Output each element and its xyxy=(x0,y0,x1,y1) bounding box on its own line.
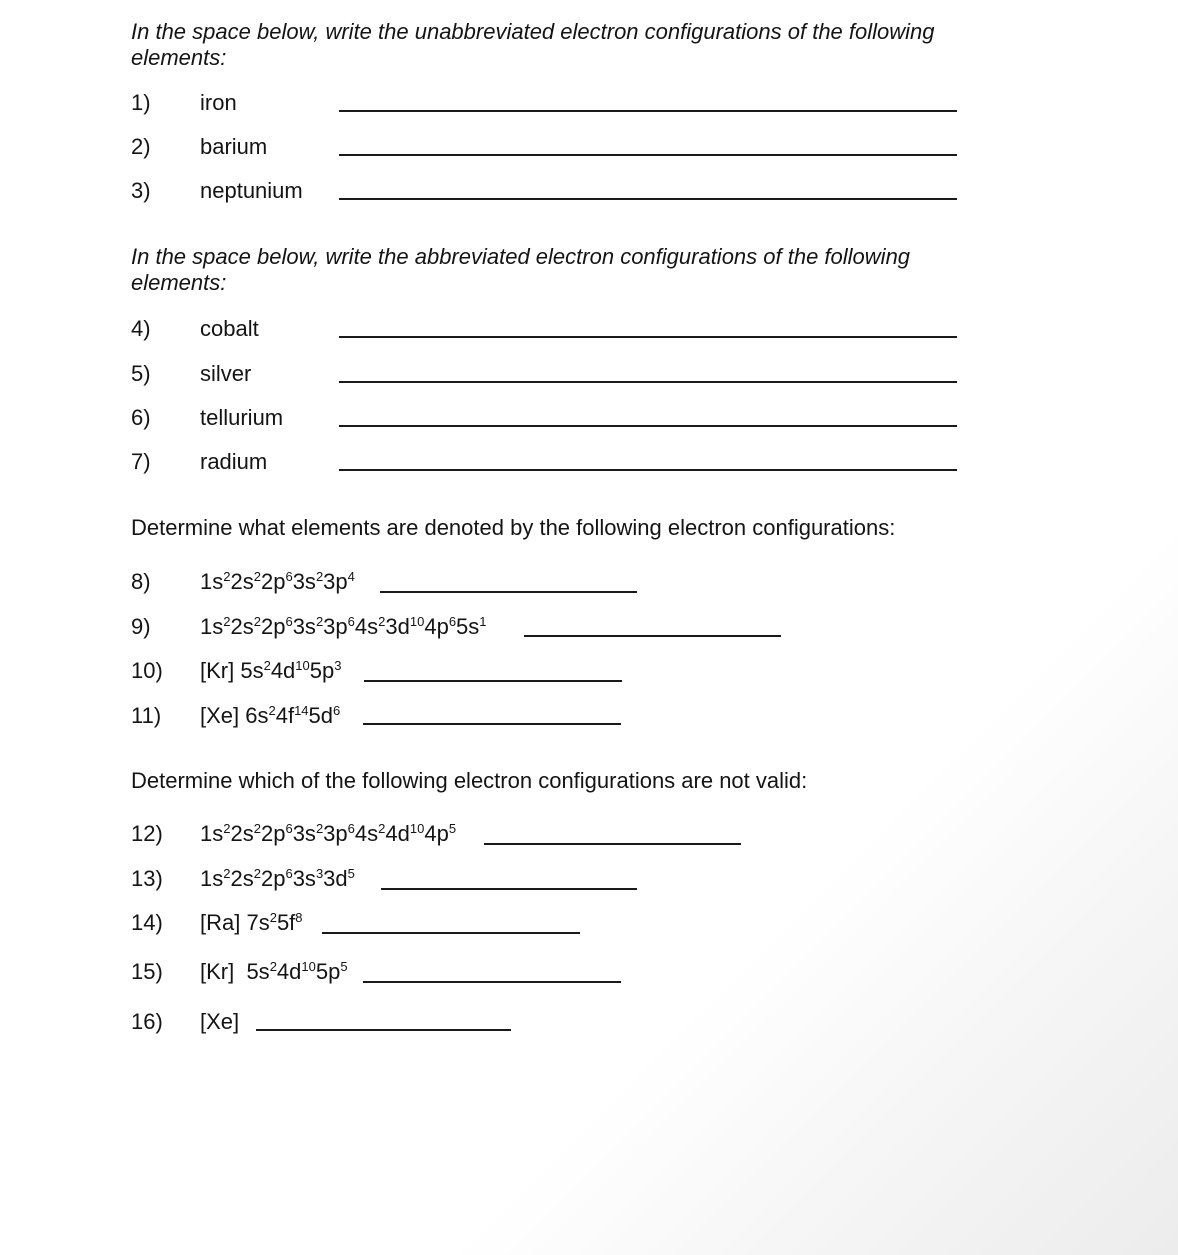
question-number: 10) xyxy=(131,658,163,683)
question-10 xyxy=(131,656,1131,690)
orbital: [Xe] 6s xyxy=(200,703,269,728)
electron-count: 2 xyxy=(378,821,386,836)
element-name: silver xyxy=(200,361,252,386)
question-number: 5) xyxy=(131,361,151,386)
orbital: 2p xyxy=(260,821,286,846)
section3-heading: Determine what elements are denoted by the following electron configurations: xyxy=(131,515,896,540)
electron-count: 10 xyxy=(409,614,425,629)
question-number: 4) xyxy=(131,316,151,341)
section1-heading: In the space below, write the unabbreviated electron configurations of the following elements: xyxy=(131,19,935,70)
electron-count: 8 xyxy=(295,910,303,925)
electron-count: 6 xyxy=(285,614,293,629)
answer-line[interactable] xyxy=(484,843,741,845)
question-number: 12) xyxy=(131,821,163,846)
orbital: 1s xyxy=(200,821,224,846)
electron-count: 6 xyxy=(285,569,293,584)
electron-count: 5 xyxy=(448,821,457,836)
question-9 xyxy=(131,612,1131,646)
question-15 xyxy=(131,957,1131,991)
element-name: radium xyxy=(200,449,268,474)
electron-count: 2 xyxy=(223,569,231,584)
orbital: 4d xyxy=(270,658,296,683)
question-number: 6) xyxy=(131,405,151,430)
orbital: 4d xyxy=(276,959,302,984)
electron-count: 6 xyxy=(285,821,293,836)
question-4 xyxy=(131,314,1131,348)
question-2 xyxy=(131,132,1131,166)
orbital: 3s xyxy=(292,614,316,639)
orbital: 3p xyxy=(323,569,348,594)
orbital: 3s xyxy=(292,569,316,594)
orbital: 2s xyxy=(230,866,254,891)
element-name: iron xyxy=(200,90,237,115)
orbital: 5d xyxy=(308,703,334,728)
answer-line[interactable] xyxy=(339,469,957,471)
orbital: 4d xyxy=(385,821,410,846)
answer-line[interactable] xyxy=(256,1029,511,1031)
electron-count: 2 xyxy=(315,614,324,629)
electron-configuration xyxy=(200,612,487,642)
electron-configuration xyxy=(200,701,340,731)
orbital: 5s xyxy=(456,614,480,639)
orbital: 4s xyxy=(354,821,379,846)
answer-line[interactable] xyxy=(364,680,622,682)
question-1 xyxy=(131,88,1131,122)
question-number: 9) xyxy=(131,614,151,639)
electron-count: 2 xyxy=(253,569,261,584)
orbital: 4p xyxy=(424,821,449,846)
electron-configuration xyxy=(200,957,348,987)
electron-count: 2 xyxy=(315,569,324,584)
answer-line[interactable] xyxy=(381,888,637,890)
question-number: 3) xyxy=(131,178,151,203)
electron-count: 2 xyxy=(223,866,231,881)
question-8 xyxy=(131,567,1131,601)
question-7 xyxy=(131,447,1131,481)
element-name: tellurium xyxy=(200,405,284,430)
question-number: 14) xyxy=(131,910,163,935)
electron-count: 6 xyxy=(448,614,457,629)
orbital: 2s xyxy=(230,821,254,846)
orbital: 1s xyxy=(200,614,224,639)
orbital: 2s xyxy=(230,614,254,639)
electron-count: 2 xyxy=(268,703,276,718)
question-number: 11) xyxy=(131,703,162,728)
element-name: cobalt xyxy=(200,316,259,341)
question-12 xyxy=(131,819,1131,853)
electron-count: 5 xyxy=(347,866,355,881)
question-number: 15) xyxy=(131,959,163,984)
electron-count: 6 xyxy=(333,703,341,718)
orbital: [Kr] 5s xyxy=(200,959,270,984)
question-5 xyxy=(131,359,1131,393)
electron-count: 1 xyxy=(479,614,487,629)
electron-count: 2 xyxy=(378,614,386,629)
answer-line[interactable] xyxy=(322,932,580,934)
answer-line[interactable] xyxy=(339,425,957,427)
electron-configuration xyxy=(200,656,341,686)
question-6 xyxy=(131,403,1131,437)
electron-configuration xyxy=(200,908,303,938)
electron-count: 6 xyxy=(285,866,293,881)
answer-line[interactable] xyxy=(524,635,781,637)
electron-count: 10 xyxy=(295,658,310,673)
electron-count: 2 xyxy=(269,959,277,974)
electron-count: 3 xyxy=(334,658,342,673)
electron-configuration xyxy=(200,1007,239,1037)
electron-configuration xyxy=(200,864,355,894)
orbital: 2p xyxy=(260,569,286,594)
orbital: 3d xyxy=(385,614,410,639)
section2-heading: In the space below, write the abbreviated electron configurations of the following elements: xyxy=(131,244,911,295)
orbital: 3p xyxy=(323,614,348,639)
electron-count: 2 xyxy=(269,910,277,925)
orbital: 5p xyxy=(315,959,341,984)
orbital: 2p xyxy=(260,866,286,891)
question-3 xyxy=(131,176,1131,210)
question-number: 13) xyxy=(131,866,163,891)
orbital: 1s xyxy=(200,569,224,594)
question-number: 1) xyxy=(131,90,151,115)
electron-count: 5 xyxy=(340,959,348,974)
answer-line[interactable] xyxy=(339,154,957,156)
orbital: 3s xyxy=(292,821,316,846)
orbital: 1s xyxy=(200,866,224,891)
question-number: 8) xyxy=(131,569,151,594)
answer-line[interactable] xyxy=(380,591,637,593)
electron-count: 2 xyxy=(223,614,231,629)
element-name: neptunium xyxy=(200,178,303,203)
question-16 xyxy=(131,1007,1131,1041)
electron-count: 6 xyxy=(347,821,355,836)
element-name: barium xyxy=(200,134,268,159)
answer-line[interactable] xyxy=(339,110,957,112)
question-13 xyxy=(131,864,1131,898)
question-11 xyxy=(131,701,1131,735)
electron-count: 2 xyxy=(253,866,261,881)
electron-count: 2 xyxy=(253,614,261,629)
electron-count: 4 xyxy=(347,569,355,584)
orbital: [Kr] 5s xyxy=(200,658,264,683)
orbital: 3d xyxy=(323,866,348,891)
orbital: 4p xyxy=(424,614,449,639)
electron-count: 2 xyxy=(263,658,271,673)
electron-count: 2 xyxy=(223,821,231,836)
orbital: 2s xyxy=(230,569,254,594)
question-number: 7) xyxy=(131,449,151,474)
question-number: 2) xyxy=(131,134,151,159)
orbital: [Xe] xyxy=(200,1009,240,1034)
orbital: 4f xyxy=(275,703,295,728)
orbital: 4s xyxy=(354,614,379,639)
answer-line[interactable] xyxy=(363,981,621,983)
orbital: 5p xyxy=(309,658,335,683)
orbital: 5f xyxy=(276,910,296,935)
electron-count: 2 xyxy=(315,821,324,836)
electron-count: 3 xyxy=(315,866,324,881)
answer-line[interactable] xyxy=(363,723,621,725)
electron-count: 14 xyxy=(294,703,309,718)
answer-line[interactable] xyxy=(339,336,957,338)
electron-count: 10 xyxy=(301,959,316,974)
electron-count: 10 xyxy=(409,821,425,836)
question-14 xyxy=(131,908,1131,942)
section4-heading: Determine which of the following electron configurations are not valid: xyxy=(131,768,808,793)
answer-line[interactable] xyxy=(339,198,957,200)
orbital: 3s xyxy=(292,866,316,891)
orbital: [Ra] 7s xyxy=(200,910,270,935)
electron-count: 2 xyxy=(253,821,261,836)
electron-configuration xyxy=(200,819,456,849)
electron-configuration xyxy=(200,567,355,597)
orbital: 2p xyxy=(260,614,286,639)
orbital: 3p xyxy=(323,821,348,846)
answer-line[interactable] xyxy=(339,381,957,383)
electron-count: 6 xyxy=(347,614,355,629)
question-number: 16) xyxy=(131,1009,163,1034)
